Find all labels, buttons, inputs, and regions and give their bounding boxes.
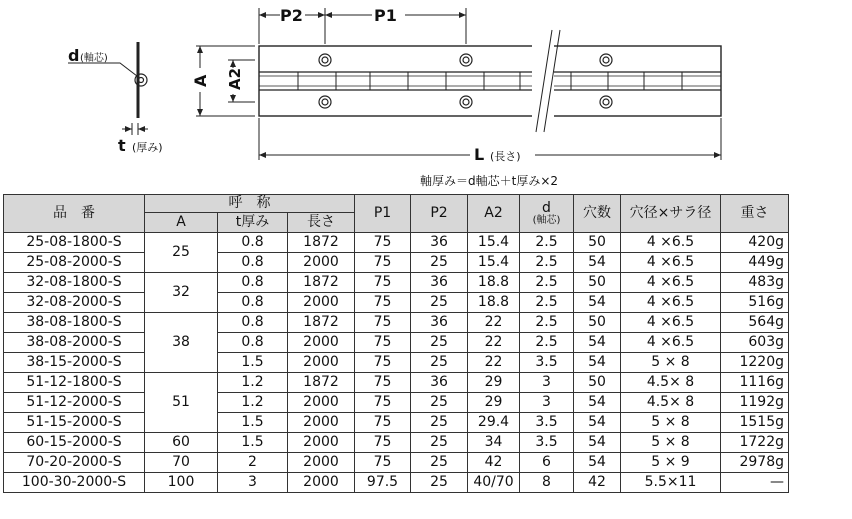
header-kosho: 呼 称: [145, 195, 355, 213]
cell-len: 2000: [288, 433, 355, 453]
cell-a2: 22: [468, 353, 520, 373]
cell-t: 0.8: [218, 313, 288, 333]
cell-holes: 54: [574, 353, 621, 373]
cell-p2: 25: [411, 353, 468, 373]
cell-d: 2.5: [520, 313, 574, 333]
cell-p2: 36: [411, 313, 468, 333]
cell-weight: 603g: [721, 333, 789, 353]
header-p2: P2: [411, 195, 468, 233]
header-t: t厚み: [218, 213, 288, 233]
cell-p1: 75: [355, 333, 411, 353]
cell-p1: 75: [355, 293, 411, 313]
cell-d: 6: [520, 453, 574, 473]
cell-a2: 29.4: [468, 413, 520, 433]
cell-len: 1872: [288, 273, 355, 293]
d-label: d: [68, 46, 80, 65]
cell-a2: 18.8: [468, 293, 520, 313]
cell-len: 2000: [288, 453, 355, 473]
cell-a2: 42: [468, 453, 520, 473]
cell-d: 3.5: [520, 433, 574, 453]
table-row: [4, 253, 789, 273]
cell-a2: 15.4: [468, 233, 520, 253]
cell-p1: 75: [355, 393, 411, 413]
cell-code: 32-08-2000-S: [4, 293, 145, 313]
cell-holes: 50: [574, 373, 621, 393]
cell-d: 2.5: [520, 293, 574, 313]
cell-code: 32-08-1800-S: [4, 273, 145, 293]
cell-d: 2.5: [520, 273, 574, 293]
cell-len: 1872: [288, 313, 355, 333]
cell-code: 100-30-2000-S: [4, 473, 145, 493]
spec-table: [3, 194, 789, 493]
cell-holesize: 5 × 8: [621, 433, 721, 453]
cell-holesize: 4 ×6.5: [621, 313, 721, 333]
l-label: L: [474, 145, 485, 164]
cell-holes: 42: [574, 473, 621, 493]
cell-t: 0.8: [218, 333, 288, 353]
t-sub-label: (厚み): [132, 141, 163, 154]
header-d: [520, 195, 574, 233]
header-d-label: d: [542, 200, 551, 216]
cell-weight: 1515g: [721, 413, 789, 433]
cell-a: 38: [145, 313, 218, 373]
cell-a: 60: [145, 433, 218, 453]
cell-p2: 25: [411, 473, 468, 493]
cell-a2: 34: [468, 433, 520, 453]
cell-d: 2.5: [520, 333, 574, 353]
header-len: 長さ: [288, 213, 355, 233]
cell-d: 2.5: [520, 253, 574, 273]
header-a2: A2: [468, 195, 520, 233]
cell-len: 2000: [288, 333, 355, 353]
header-p1: P1: [355, 195, 411, 233]
cell-len: 2000: [288, 353, 355, 373]
cell-a: 32: [145, 273, 218, 313]
cell-code: 51-15-2000-S: [4, 413, 145, 433]
cell-weight: 564g: [721, 313, 789, 333]
cell-weight: —: [721, 473, 789, 493]
cell-holesize: 5 × 8: [621, 353, 721, 373]
cell-a2: 22: [468, 313, 520, 333]
cell-len: 1872: [288, 233, 355, 253]
cell-len: 2000: [288, 473, 355, 493]
p1-label: P1: [374, 6, 397, 25]
cell-len: 2000: [288, 253, 355, 273]
cell-p1: 75: [355, 373, 411, 393]
header-holes: 穴数: [574, 195, 621, 233]
hinge-diagram: [0, 0, 852, 195]
header-a: A: [145, 213, 218, 233]
cell-a2: 29: [468, 393, 520, 413]
table-row: [4, 333, 789, 353]
cell-p2: 25: [411, 433, 468, 453]
header-weight: 重さ: [721, 195, 789, 233]
cell-d: 3.5: [520, 413, 574, 433]
cell-weight: 1220g: [721, 353, 789, 373]
cell-holesize: 4 ×6.5: [621, 273, 721, 293]
cell-holesize: 4 ×6.5: [621, 233, 721, 253]
cell-t: 1.5: [218, 413, 288, 433]
cell-p1: 75: [355, 433, 411, 453]
cell-len: 2000: [288, 293, 355, 313]
cell-holesize: 4.5× 8: [621, 373, 721, 393]
cell-holes: 50: [574, 233, 621, 253]
cell-d: 8: [520, 473, 574, 493]
cell-a: 51: [145, 373, 218, 433]
cell-code: 38-08-2000-S: [4, 333, 145, 353]
p2-label: P2: [280, 6, 303, 25]
cell-p1: 75: [355, 273, 411, 293]
table-row: [4, 293, 789, 313]
cell-holesize: 5 × 8: [621, 413, 721, 433]
cell-a2: 40/70: [468, 473, 520, 493]
cell-holes: 54: [574, 453, 621, 473]
thickness-formula: 軸厚み＝d軸芯＋t厚み×2: [420, 174, 559, 188]
cell-weight: 1722g: [721, 433, 789, 453]
cell-d: 3: [520, 393, 574, 413]
cell-holesize: 4 ×6.5: [621, 333, 721, 353]
cell-holesize: 4.5× 8: [621, 393, 721, 413]
table-row: [4, 273, 789, 293]
cell-len: 2000: [288, 413, 355, 433]
cell-holes: 54: [574, 413, 621, 433]
cell-a2: 29: [468, 373, 520, 393]
cell-holes: 54: [574, 253, 621, 273]
cell-p2: 25: [411, 393, 468, 413]
table-row: [4, 393, 789, 413]
cell-p2: 36: [411, 233, 468, 253]
cell-weight: 483g: [721, 273, 789, 293]
cell-t: 1.2: [218, 373, 288, 393]
cell-a2: 22: [468, 333, 520, 353]
t-label: t: [118, 136, 126, 155]
screw-holes: [319, 54, 612, 108]
cell-a2: 15.4: [468, 253, 520, 273]
table-row: [4, 413, 789, 433]
cell-t: 0.8: [218, 233, 288, 253]
table-row: [4, 433, 789, 453]
cell-p2: 25: [411, 413, 468, 433]
cell-p1: 75: [355, 353, 411, 373]
cell-holesize: 5.5×11: [621, 473, 721, 493]
cell-holes: 54: [574, 293, 621, 313]
cell-a2: 18.8: [468, 273, 520, 293]
cell-code: 70-20-2000-S: [4, 453, 145, 473]
cell-p2: 25: [411, 253, 468, 273]
a2-label: A2: [226, 67, 244, 90]
table-row: [4, 373, 789, 393]
cell-weight: 1116g: [721, 373, 789, 393]
table-row: [4, 353, 789, 373]
cell-p2: 36: [411, 373, 468, 393]
cell-holes: 54: [574, 433, 621, 453]
cell-holesize: 5 × 9: [621, 453, 721, 473]
cell-code: 25-08-2000-S: [4, 253, 145, 273]
cell-weight: 2978g: [721, 453, 789, 473]
cell-len: 1872: [288, 373, 355, 393]
cell-p2: 25: [411, 293, 468, 313]
cell-weight: 516g: [721, 293, 789, 313]
cell-holesize: 4 ×6.5: [621, 253, 721, 273]
table-row: [4, 233, 789, 253]
cell-p1: 75: [355, 413, 411, 433]
cell-a: 25: [145, 233, 218, 273]
table-row: [4, 453, 789, 473]
cell-holes: 54: [574, 393, 621, 413]
cell-t: 0.8: [218, 273, 288, 293]
cell-t: 0.8: [218, 293, 288, 313]
cell-t: 1.2: [218, 393, 288, 413]
cell-p1: 75: [355, 453, 411, 473]
cell-t: 2: [218, 453, 288, 473]
header-d-sub: (軸芯): [532, 215, 561, 226]
cell-p1: 75: [355, 313, 411, 333]
cell-d: 2.5: [520, 233, 574, 253]
cell-code: 38-15-2000-S: [4, 353, 145, 373]
cell-p1: 97.5: [355, 473, 411, 493]
cell-p1: 75: [355, 233, 411, 253]
d-sub-label: (軸芯): [80, 53, 108, 64]
cell-holes: 54: [574, 333, 621, 353]
cell-p2: 25: [411, 333, 468, 353]
cell-holesize: 4 ×6.5: [621, 293, 721, 313]
table-row: [4, 313, 789, 333]
cell-p2: 25: [411, 453, 468, 473]
l-sub-label: (長さ): [490, 150, 521, 163]
cell-d: 3.5: [520, 353, 574, 373]
cell-weight: 1192g: [721, 393, 789, 413]
cell-t: 1.5: [218, 353, 288, 373]
cell-a: 70: [145, 453, 218, 473]
cell-p1: 75: [355, 253, 411, 273]
cell-holes: 50: [574, 313, 621, 333]
cell-t: 0.8: [218, 253, 288, 273]
cell-code: 60-15-2000-S: [4, 433, 145, 453]
header-hinban: 品 番: [4, 195, 145, 233]
table-row: [4, 473, 789, 493]
header-holesize: 穴径×サラ径: [621, 195, 721, 233]
cell-holes: 50: [574, 273, 621, 293]
cell-weight: 420g: [721, 233, 789, 253]
cell-code: 25-08-1800-S: [4, 233, 145, 253]
cell-len: 2000: [288, 393, 355, 413]
cell-t: 3: [218, 473, 288, 493]
cell-t: 1.5: [218, 433, 288, 453]
cell-d: 3: [520, 373, 574, 393]
cell-weight: 449g: [721, 253, 789, 273]
a-label: A: [191, 74, 210, 87]
hinge-body: [259, 46, 721, 116]
cell-code: 51-12-1800-S: [4, 373, 145, 393]
cell-code: 51-12-2000-S: [4, 393, 145, 413]
cell-p2: 36: [411, 273, 468, 293]
cell-code: 38-08-1800-S: [4, 313, 145, 333]
cell-a: 100: [145, 473, 218, 493]
